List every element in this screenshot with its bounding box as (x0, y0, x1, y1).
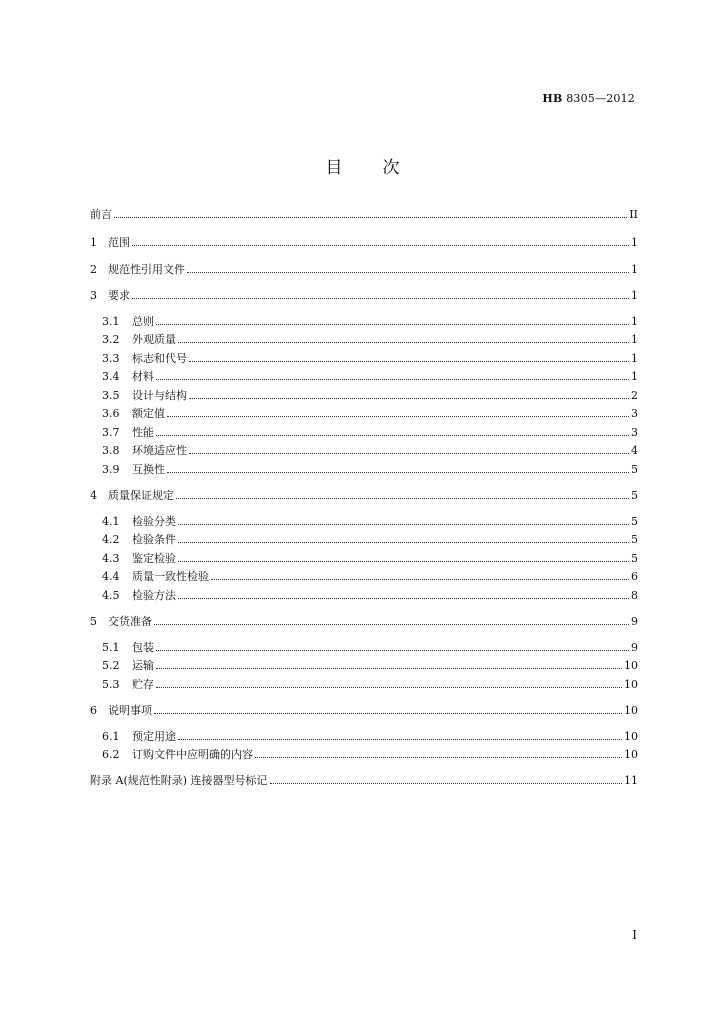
toc-entry-number: 3.9 (102, 463, 120, 476)
toc-entry-label: 互换性 (132, 463, 165, 476)
toc-entry[interactable] (90, 702, 638, 718)
toc-entry-page: 10 (624, 704, 638, 717)
toc-entry[interactable] (102, 513, 638, 529)
toc-entry[interactable] (102, 442, 638, 458)
toc-entry-page: 5 (631, 463, 638, 476)
toc-entry-label: 说明事项 (108, 704, 152, 717)
toc-dot-leader (189, 361, 629, 362)
toc-dot-leader (178, 542, 629, 543)
toc-entry-number: 5 (90, 615, 97, 628)
toc-entry-number: 1 (90, 236, 97, 249)
toc-entry[interactable] (102, 531, 638, 547)
toc-entry-label: 贮存 (132, 678, 154, 691)
toc-dot-leader (156, 668, 622, 669)
toc-dot-leader (114, 217, 627, 218)
toc-dot-leader (189, 453, 629, 454)
toc-entry-label: 鉴定检验 (132, 552, 176, 565)
toc-entry-label: 质量保证规定 (108, 489, 174, 502)
toc-entry-page: 5 (631, 552, 638, 565)
toc-entry-label: 附录 A(规范性附录) 连接器型号标记 (90, 774, 268, 787)
toc-entry[interactable] (102, 387, 638, 403)
toc-entry-label: 包装 (132, 641, 154, 654)
toc-entry-page: 9 (631, 615, 638, 628)
toc-entry-number: 5.3 (102, 678, 120, 691)
toc-entry[interactable] (102, 424, 638, 440)
toc-entry-page: 1 (631, 315, 638, 328)
toc-entry-page: 4 (631, 444, 638, 457)
toc-dot-leader (189, 398, 629, 399)
toc-dot-leader (211, 579, 629, 580)
toc-entry[interactable] (102, 368, 638, 384)
toc-entry[interactable] (102, 746, 638, 762)
toc-entry-page: 9 (631, 641, 638, 654)
toc-dot-leader (178, 598, 629, 599)
toc-entry-number: 3.5 (102, 389, 120, 402)
toc-entry[interactable] (90, 234, 638, 250)
toc-entry[interactable] (90, 287, 638, 303)
toc-entry-label: 质量一致性检验 (132, 570, 209, 583)
toc-entry-page: 3 (631, 426, 638, 439)
standard-prefix: HB (542, 92, 563, 105)
toc-entry[interactable] (102, 461, 638, 477)
toc-entry-number: 5.2 (102, 659, 120, 672)
toc-entry[interactable] (90, 487, 638, 503)
toc-dot-leader (187, 272, 629, 273)
toc-entry-number: 3.3 (102, 352, 120, 365)
toc-entry[interactable] (102, 550, 638, 566)
toc-entry-label: 性能 (132, 426, 154, 439)
toc-dot-leader (255, 757, 622, 758)
toc-entry-label: 预定用途 (132, 730, 176, 743)
toc-entry-page: 10 (624, 730, 638, 743)
toc-entry-number: 4.4 (102, 570, 120, 583)
toc-entry-label: 环境适应性 (132, 444, 187, 457)
toc-dot-leader (156, 435, 629, 436)
toc-entry-number: 4.3 (102, 552, 120, 565)
toc-entry-page: 6 (631, 570, 638, 583)
toc-entry-number: 5.1 (102, 641, 120, 654)
toc-entry-label: 检验条件 (132, 533, 176, 546)
toc-entry-number: 6.1 (102, 730, 120, 743)
toc-entry[interactable] (102, 350, 638, 366)
toc-dot-leader (176, 498, 629, 499)
toc-dot-leader (167, 472, 629, 473)
toc-entry-number: 3.4 (102, 370, 120, 383)
toc-entry-page: 5 (631, 533, 638, 546)
toc-entry[interactable] (102, 728, 638, 744)
toc-entry-page: 1 (631, 236, 638, 249)
toc-entry[interactable] (102, 313, 638, 329)
toc-entry[interactable] (102, 405, 638, 421)
toc-entry-page: 2 (631, 389, 638, 402)
toc-dot-leader (132, 245, 629, 246)
toc-entry-page: II (629, 208, 638, 221)
toc-dot-leader (156, 324, 629, 325)
toc-entry-page: 1 (631, 352, 638, 365)
toc-entry-page: 1 (631, 370, 638, 383)
toc-dot-leader (156, 650, 629, 651)
toc-entry-label: 要求 (108, 289, 130, 302)
toc-entry-page: 11 (624, 774, 638, 787)
toc-entry-label: 交货准备 (108, 615, 152, 628)
toc-entry-page: 1 (631, 263, 638, 276)
toc-entry-number: 3.7 (102, 426, 120, 439)
toc-entry-page: 10 (624, 678, 638, 691)
toc-entry-page: 5 (631, 515, 638, 528)
toc-entry-label: 范围 (108, 236, 130, 249)
toc-entry[interactable] (90, 206, 638, 222)
toc-dot-leader (178, 739, 622, 740)
toc-dot-leader (156, 687, 622, 688)
toc-entry-page: 8 (631, 589, 638, 602)
toc-entry[interactable] (102, 568, 638, 584)
toc-entry-page: 3 (631, 407, 638, 420)
toc-entry[interactable] (102, 676, 638, 692)
toc-entry-label: 材料 (132, 370, 154, 383)
toc-dot-leader (154, 624, 629, 625)
toc-entry-label: 额定值 (132, 407, 165, 420)
toc-entry[interactable] (102, 331, 638, 347)
toc-entry[interactable] (102, 587, 638, 603)
toc-entry-label: 外观质量 (132, 333, 176, 346)
toc-entry-page: 10 (624, 659, 638, 672)
toc-entry[interactable] (90, 261, 638, 277)
toc-dot-leader (154, 713, 622, 714)
toc-entry-label: 设计与结构 (132, 389, 187, 402)
toc-entry-number: 4.2 (102, 533, 120, 546)
toc-entry-number: 3.1 (102, 315, 120, 328)
toc-entry-number: 4.5 (102, 589, 120, 602)
toc-entry-label: 运输 (132, 659, 154, 672)
toc-entry[interactable] (90, 772, 638, 788)
toc-dot-leader (132, 298, 629, 299)
page-title: 目次 (325, 158, 440, 178)
toc-entry-page: 10 (624, 748, 638, 761)
toc-entry-number: 3.2 (102, 333, 120, 346)
toc-entry-label: 前言 (90, 208, 112, 221)
toc-entry-page: 1 (631, 333, 638, 346)
toc-entry-label: 标志和代号 (132, 352, 187, 365)
toc-entry-number: 4 (90, 489, 97, 502)
toc-entry[interactable] (102, 657, 638, 673)
toc-dot-leader (167, 416, 629, 417)
toc-entry-number: 3.6 (102, 407, 120, 420)
toc-entry-number: 3 (90, 289, 97, 302)
toc-entry-page: 5 (631, 489, 638, 502)
toc-entry-label: 规范性引用文件 (108, 263, 185, 276)
toc-dot-leader (270, 783, 622, 784)
toc-entry-number: 2 (90, 263, 97, 276)
toc-entry[interactable] (102, 639, 638, 655)
toc-entry-number: 3.8 (102, 444, 120, 457)
toc-entry-label: 检验方法 (132, 589, 176, 602)
toc-entry-label: 检验分类 (132, 515, 176, 528)
toc-entry-number: 4.1 (102, 515, 120, 528)
toc-entry-number: 6.2 (102, 748, 120, 761)
standard-number: 8305—2012 (562, 92, 635, 105)
toc-dot-leader (156, 379, 629, 380)
toc-entry-page: 1 (631, 289, 638, 302)
page-number: I (632, 928, 637, 942)
toc-entry-label: 订购文件中应明确的内容 (132, 748, 253, 761)
toc-dot-leader (178, 524, 629, 525)
toc-dot-leader (178, 561, 629, 562)
toc-entry-label: 总则 (132, 315, 154, 328)
toc-entry-number: 6 (90, 704, 97, 717)
toc-dot-leader (178, 342, 629, 343)
toc-entry[interactable] (90, 613, 638, 629)
